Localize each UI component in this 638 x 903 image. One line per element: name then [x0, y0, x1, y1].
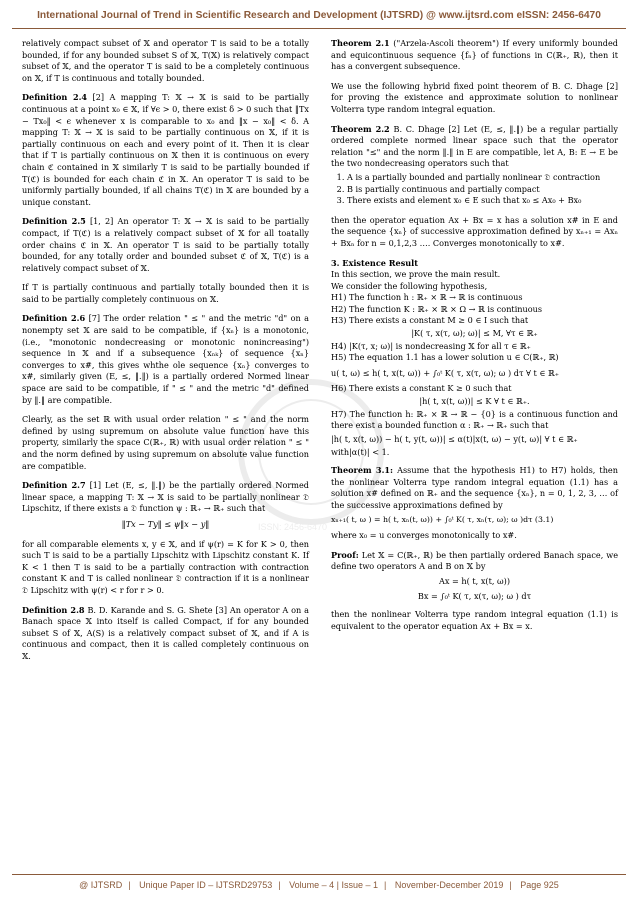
- footer-volume: Volume – 4 | Issue – 1: [289, 880, 378, 890]
- theorem-2-2-title: Theorem 2.2: [331, 123, 390, 134]
- definition-2-8-title: Definition 2.8: [22, 604, 85, 615]
- paragraph-hybrid-fixed-point: We use the following hybrid fixed point theorem of B. C. Dhage [2] for proving the existence and approximate solution to nonlinear Volterra type random integral equation.: [331, 80, 618, 114]
- section-3-title: 3. Existence Result: [331, 257, 419, 268]
- equation-lipschitz: ‖Tx − Ty‖ ≤ ψ‖x − y‖: [121, 518, 210, 529]
- proof-body: Let 𝕏 = C(ℝ₊, ℝ) be then partially ordered Banach space, we define two operators A and B on 𝕏 by: [331, 549, 618, 572]
- paragraph-equivalence: then the nonlinear Volterra type random integral equation (1.1) is equivalent to the operator equation Ax + Bx = x.: [331, 608, 618, 631]
- section-3-intro: In this section, we prove the main result.: [331, 269, 501, 280]
- paragraph-intro: relatively compact subset of 𝕏 and operator T is said to be a totally bounded, if for any bounded subset S of 𝕏, T(𝕏) is relatively compact subset of 𝕏, and the operator T is said to be a completely continuous on 𝕏, if T is continuous and totally bounded.: [22, 38, 309, 83]
- paragraph-compatible: Clearly, as the set ℝ with usual order relation " ≤ " and the norm defined by using supremum on absolute value function have this property, similarly the space C(ℝ₊, ℝ) with usual order relation " ≤ " and the norm defined by using supremum on absolute value function are compatible.: [22, 414, 309, 471]
- definition-2-4: [22, 92, 309, 208]
- paragraph-completely-continuous: If T is partially continuous and partially totally bounded then it is said to be partially completely continuous on 𝕏.: [22, 282, 309, 304]
- footer-page: Page 925: [520, 880, 559, 890]
- hypothesis-h3: H3) There exists a constant M ≥ 0 ∈ I such that: [331, 315, 529, 326]
- proof: [331, 550, 618, 573]
- hypothesis-list: [331, 292, 618, 459]
- theorem-3-1-title: Theorem 3.1:: [331, 465, 394, 475]
- hypothesis-h7: H7) The function h: ℝ₊ × ℝ → ℝ − {0} is a continuous function and there exist a bounded function α : ℝ₊ → ℝ₊ such that: [331, 408, 618, 431]
- journal-header: International Journal of Trend in Scientific Research and Development (IJTSRD) @ www.ijtsrd.com eISSN: 2456-6470: [37, 10, 601, 21]
- hypothesis-h2: H2) The function K : ℝ₊ × ℝ × Ω → ℝ is continuous: [331, 303, 543, 314]
- hypothesis-h6-equation: |h( t, x(t, ω))| ≤ K ∀ t ∈ ℝ₊.: [419, 396, 530, 407]
- theorem-2-2: [331, 124, 618, 170]
- header-rule: [12, 28, 626, 29]
- equation-3-1: xₙ₊₁( t, ω ) = h( t, xₙ(t, ω)) + ∫₀ᵗ K( τ, xₙ(τ, ω); ω )dτ (3.1): [331, 515, 554, 525]
- footer-site: @ IJTSRD: [79, 880, 123, 890]
- right-column: [331, 38, 618, 640]
- equation-operator-a: Ax = h( t, x(t, ω)): [439, 575, 510, 586]
- section-3: [331, 258, 618, 460]
- page-footer: @ IJTSRD | Unique Paper ID – IJTSRD29753 | Volume – 4 | Issue – 1 | November-December 2019 | Page 925: [79, 880, 559, 890]
- theorem-2-1-body: ("Arzela-Ascoli theorem") If every uniformly bounded and equicontinuous sequence {fₙ} of functions in C(ℝ₊, ℝ), then it has a convergent subsequence.: [331, 38, 619, 72]
- footer-rule: [12, 874, 626, 875]
- theorem-3-1: [331, 465, 618, 511]
- definition-2-5: [22, 216, 309, 274]
- hypothesis-h3-equation: |K( τ, x(τ, ω); ω)| ≤ M, ∀τ ∈ ℝ₊: [411, 328, 538, 339]
- left-column: [22, 38, 309, 671]
- equation-operator-b: Bx = ∫₀ᵗ K( τ, x(τ, ω); ω ) dτ: [417, 591, 532, 602]
- definition-2-5-body: [1, 2] An operator T: 𝕏 → 𝕏 is said to be partially compact, if T(ℭ) is a relatively compact subset of 𝕏 for all toatally order chains ℭ in 𝕏. An operator T is said to be partially totally bounded, for any totally order and bounded subset ℭ of 𝕏, T(ℭ) is a relatively compact subset of 𝕏.: [22, 216, 309, 273]
- definition-2-7: [22, 480, 309, 515]
- theorem-2-2-body: B. C. Dhage [2] Let (E, ≤, ‖.‖) be a regular partially ordered complete normed linear space such that the operator relation "≤" and the norm ‖.‖ in E are compatible, let A, B: E → E be the two nondecreasing operators such that: [331, 123, 618, 169]
- definition-2-7-title: Definition 2.7: [22, 480, 86, 491]
- paragraph-lipschitz: for all comparable elements x, y ∈ 𝕏, and if ψ(r) = K for K > 0, then such T is said to be a partially Lipschitz with Lipschitz constant K. If K < 1 then T is said to be a partially contraction with contraction constant K and T is called nonlinear 𝔇 contraction if it is a nonlinear 𝔇 Lipschitz with ψ(r) < r for r > 0.: [22, 538, 309, 595]
- definition-2-4-title: Definition 2.4: [22, 92, 88, 103]
- hypothesis-h5: H5) The equation 1.1 has a lower solution u ∈ C(ℝ₊, ℝ): [331, 352, 559, 363]
- hypothesis-h6: H6) There exists a constant K ≥ 0 such that: [331, 383, 512, 394]
- definition-2-6-title: Definition 2.6: [22, 313, 86, 324]
- definition-2-8-body: B. D. Karande and S. G. Shete [3] An operator A on a Banach space 𝕏 into itself is called Compact, if for any bounded subset S of 𝕏, A(S) is a relatively compact subset of 𝕏, and if A is continuous and compact, then it is called completely continuous on 𝕏.: [22, 604, 310, 661]
- footer-date: November-December 2019: [394, 880, 504, 890]
- definition-2-5-title: Definition 2.5: [22, 216, 86, 227]
- paragraph-operator-equation: then the operator equation Ax + Bx = x has a solution x# in E and the sequence {xₙ} of successive approximation defined by xₙ₊₁ = Axₙ + Bxₙ for n = 0,1,2,3 …. Converges monotonically to x#.: [331, 214, 618, 248]
- proof-title: Proof:: [331, 549, 359, 560]
- list-item: 3. There exists and element x₀ ∈ E such that x₀ ≤ Ax₀ + Bx₀: [347, 195, 618, 207]
- definition-2-6-body: [7] The order relation " ≤ " and the metric "d" on a nonempty set 𝕏 are said to be compatible, if {xₙ} is a monotonic, (i.e., "monotonic nondecreasing or monotonic nonincreasing") sequence in 𝕏 and if a subsequence {xₙₖ} of sequence {xₙ} converges to x#, this gives whthe ole sequence {xₙ} converges to x#, similarly given (E, ≤, ‖.‖) is a partially ordered Normed linear space are said to be compatible, if " ≤ " and the metric "d" defined by ‖.‖ are compatible.: [22, 313, 310, 405]
- definition-2-8: [22, 605, 309, 663]
- hypothesis-h4: H4) |K(τ, x; ω)| is nondecreasing 𝕏 for all τ ∈ ℝ₊: [331, 340, 531, 351]
- definition-2-7-body: [1] Let (E, ≤, ‖.‖) be the partially ordered Normed linear space, a mapping T: 𝕏 → 𝕏 is said to be partially nonlinear 𝔇 Lipschitz, if there exists a 𝔇 function ψ : ℝ₊ → ℝ₊ such that: [22, 480, 309, 514]
- section-3-hypothesis-intro: We consider the following hypothesis,: [331, 280, 488, 291]
- hypothesis-h1: H1) The function h : ℝ₊ × ℝ → ℝ is continuous: [331, 292, 523, 303]
- hypothesis-h7-tail: with|α(t)| < 1.: [331, 447, 390, 458]
- hypothesis-h7-equation: |h( t, x(t, ω)) − h( t, y(t, ω))| ≤ α(t)|x(t, ω) − y(t, ω)| ∀ t ∈ ℝ₊: [331, 433, 578, 444]
- theorem-2-1-title: Theorem 2.1: [331, 38, 390, 48]
- watermark-text: ISSN: 2456-6470: [258, 522, 328, 532]
- definition-2-4-body: [2] A mapping T: 𝕏 → 𝕏 is said to be partially continuous at a point x₀ ∈ 𝕏, if ∀ϵ > 0, there exist δ > 0 such that ‖Tx − Tx₀‖ < ϵ whenever x is comparable to x₀ and ‖x − x₀‖ < δ. A mapping T: 𝕏 → 𝕏 is said to be partially continuous on 𝕏, if it is partially continuous on each and every point of it. Then it is clear that if T is partially continuous on 𝕏 then it is continuous on every chain ℭ contained in 𝕏 similarly T is said to be partially bounded if T(ℭ) is bounded for each chain ℭ in 𝕏. An operator T is said to be uniformly partially bounded, if all chains T(ℭ) in 𝕏 are bounded by a unique constant.: [22, 92, 309, 207]
- paragraph-converges: where x₀ = u converges monotonically to x#.: [331, 529, 517, 540]
- list-item: 2. B is partially continuous and partially compact: [347, 184, 618, 196]
- hypothesis-h5-equation: u( t, ω) ≤ h( t, x(t, ω)) + ∫₀ᵗ K( τ, x(τ, ω); ω ) dτ ∀ t ∈ ℝ₊: [331, 367, 560, 378]
- theorem-2-2-conditions: [331, 172, 618, 207]
- theorem-3-1-body: Assume that the hypothesis H1) to H7) holds, then the nonlinear Volterra type random integral equation (1.1) has a solution x# defined on ℝ₊ and the sequence {xₙ}, n = 0, 1, 2, 3, … of the successive approximations defined by: [331, 465, 618, 510]
- theorem-2-1: [331, 38, 618, 73]
- list-item: 1. A is a partially bounded and partially nonlinear 𝔇 contraction: [347, 172, 618, 184]
- definition-2-6: [22, 313, 309, 406]
- footer-paper-id: Unique Paper ID – IJTSRD29753: [139, 880, 273, 890]
